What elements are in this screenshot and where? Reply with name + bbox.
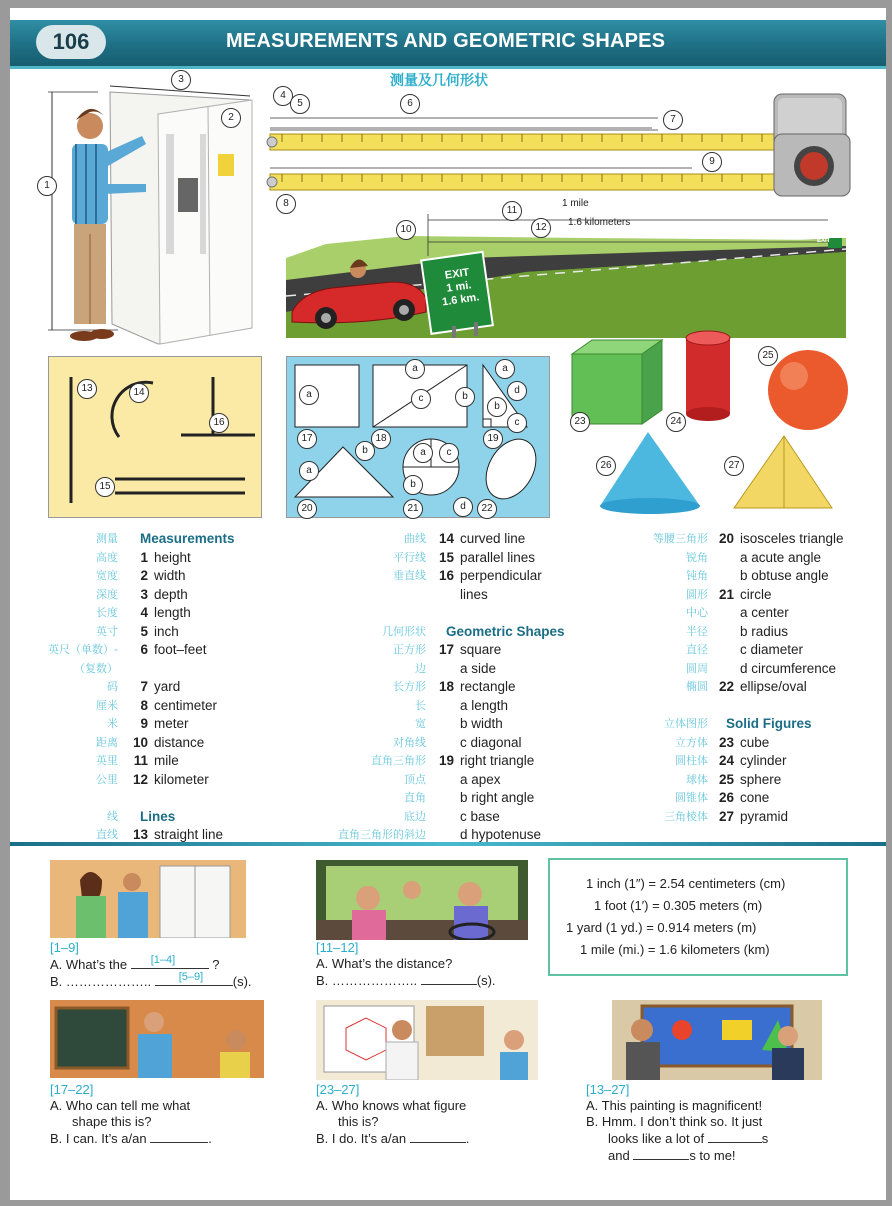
- vocab-chinese: 厘米: [96, 698, 118, 712]
- section-divider: [10, 842, 886, 846]
- vocab-chinese: 米: [107, 717, 118, 730]
- road-illustration: [286, 208, 846, 338]
- vocab-row: [310, 530, 570, 549]
- exercise-1-hint-b: [5–9]: [178, 971, 204, 983]
- vocab-chinese: 深度: [96, 587, 118, 601]
- label-19-apex-a: a: [495, 359, 515, 379]
- vocab-term: right triangle: [460, 753, 535, 768]
- exercise-5-b1: B. Hmm. I don’t think so. It just: [586, 1114, 763, 1129]
- vocab-heading: Geometric Shapes: [446, 623, 565, 639]
- exercise-2-b-suffix: (s).: [476, 973, 496, 988]
- vocab-row: [310, 697, 570, 716]
- page-header: [10, 20, 886, 69]
- vocab-row: [310, 734, 570, 753]
- vocab-term: b width: [460, 716, 503, 731]
- exercise-5-b2-suffix: s: [761, 1131, 769, 1146]
- exercise-5: [586, 1082, 866, 1164]
- vocab-chinese: 圆周: [686, 661, 708, 675]
- callout-20: 20: [297, 499, 317, 519]
- vocab-number: 1: [140, 549, 148, 565]
- callout-12: 12: [531, 218, 551, 238]
- vocab-chinese: 码: [107, 680, 118, 693]
- vocab-number: 13: [132, 827, 148, 842]
- vocab-row: [310, 623, 570, 642]
- vocab-number: 4: [140, 605, 148, 620]
- callout-26: 26: [596, 456, 616, 476]
- vocab-row: [10, 604, 310, 623]
- callout-8: 8: [276, 194, 296, 214]
- vocab-row: [310, 641, 570, 660]
- vocab-term: ellipse/oval: [740, 679, 807, 694]
- vocab-column-1: [10, 530, 310, 845]
- exercise-4-a1: A. Who knows what figure: [316, 1098, 467, 1113]
- vocab-row: [310, 752, 570, 771]
- vocab-number: 18: [438, 679, 454, 694]
- label-18-diagonal-c: c: [411, 389, 431, 409]
- exercise-2: [316, 940, 546, 989]
- vocab-row: [572, 678, 872, 697]
- vocab-chinese: 直角: [404, 791, 426, 804]
- vocab-number: 15: [438, 549, 454, 565]
- vocab-row: [10, 623, 310, 642]
- vocab-row: [572, 715, 872, 734]
- exercise-photo-fridge: [50, 860, 246, 938]
- conversion-foot: 1 foot (1′) = 0.305 meters (m): [594, 898, 763, 913]
- exercise-4-a2: this is?: [338, 1114, 379, 1129]
- vocab-heading: Lines: [140, 808, 176, 824]
- exercise-1-b-prefix: B. ………………..: [50, 974, 155, 989]
- callout-1: 1: [37, 176, 57, 196]
- label-19-right-angle-b: b: [487, 397, 507, 417]
- vocab-chinese: 直角三角形的斜边: [338, 828, 426, 841]
- vocab-term: lines: [460, 586, 488, 602]
- callout-24: 24: [666, 412, 686, 432]
- callout-23: 23: [570, 412, 590, 432]
- vocab-term: c diagonal: [460, 734, 522, 750]
- vocab-row: [10, 752, 310, 771]
- textbook-page: [10, 8, 886, 1200]
- vocab-chinese: 锐角: [686, 550, 708, 564]
- vocab-row: [10, 586, 310, 605]
- vocab-row: [310, 678, 570, 697]
- vocab-term: rectangle: [460, 679, 516, 694]
- vocab-chinese: 英寸: [96, 624, 118, 638]
- vocab-chinese: 顶点: [404, 772, 426, 786]
- label-20-obtuse-b: b: [355, 441, 375, 461]
- vocab-chinese: 长方形: [393, 680, 426, 693]
- page-title: MEASUREMENTS AND GEOMETRIC SHAPES: [226, 30, 666, 52]
- vocab-row: [310, 808, 570, 827]
- exercise-1-blank-a[interactable]: [131, 956, 209, 969]
- exercise-1-a-suffix: ?: [208, 957, 220, 972]
- vocab-chinese: 底边: [404, 809, 426, 823]
- vocab-chinese: 钝角: [686, 569, 708, 582]
- exercise-3-a2: shape this is?: [72, 1114, 152, 1129]
- vocab-chinese: 立方体: [675, 735, 708, 749]
- vocab-chinese: 垂直线: [393, 569, 426, 582]
- vocab-chinese: 长度: [96, 606, 118, 619]
- vocab-number: 12: [132, 771, 148, 787]
- vocab-term: b obtuse angle: [740, 568, 829, 583]
- refrigerator-illustration: [38, 74, 278, 364]
- vocab-chinese: 椭圆: [686, 680, 708, 693]
- vocab-chinese: 三角棱体: [664, 809, 708, 823]
- callout-3: 3: [171, 70, 191, 90]
- vocab-chinese: 高度: [96, 550, 118, 564]
- vocab-number: 16: [438, 568, 454, 583]
- vocab-term: cone: [740, 790, 770, 805]
- exercise-photo-painting: [612, 1000, 822, 1080]
- kilometer-label: 1.6 kilometers: [568, 217, 631, 228]
- vocab-number: 17: [438, 642, 454, 657]
- exit-sign-text: [432, 265, 487, 311]
- vocab-term: b radius: [740, 623, 789, 639]
- vocab-row: [10, 697, 310, 716]
- vocab-chinese: 英尺（单数）-: [48, 643, 118, 656]
- distant-exit-sign: EXIT: [817, 238, 831, 244]
- vocab-term: d circumference: [740, 660, 837, 676]
- vocab-row: [572, 697, 872, 716]
- vocab-number: 10: [132, 734, 148, 750]
- vocab-column-2: [310, 530, 570, 845]
- exercise-4-b: B. I do. It’s a/an: [316, 1131, 410, 1146]
- vocab-chinese: 边: [415, 661, 426, 675]
- vocab-column-3: [572, 530, 872, 826]
- vocab-number: 9: [140, 716, 148, 731]
- vocab-term: a side: [460, 660, 497, 676]
- vocab-chinese: 圆柱体: [675, 754, 708, 767]
- exercise-photo-classroom-2: [316, 1000, 538, 1080]
- vocab-row: [10, 808, 310, 827]
- vocab-row: [572, 808, 872, 827]
- vocab-row: [572, 623, 872, 642]
- vocab-number: 24: [718, 753, 734, 768]
- vocab-chinese: 等腰三角形: [653, 532, 708, 545]
- vocab-row: [10, 734, 310, 753]
- vocab-number: 19: [438, 753, 454, 768]
- vocab-term: foot–feet: [154, 642, 207, 657]
- exercise-1-b-suffix: (s).: [232, 974, 252, 989]
- callout-17: 17: [297, 429, 317, 449]
- exercise-5-b3-prefix: and: [608, 1148, 634, 1163]
- conversion-yard: 1 yard (1 yd.) = 0.914 meters (m): [566, 920, 757, 935]
- vocab-chinese: 圆形: [686, 587, 708, 601]
- exercise-1-hint-a: [1–4]: [150, 954, 176, 966]
- vocab-chinese: 测量: [96, 532, 118, 545]
- vocab-term: d hypotenuse: [460, 827, 542, 842]
- exercise-4: [23–27] A. Who knows what figure this is? B. I do. It’s a/an .: [316, 1082, 556, 1147]
- vocab-row: [310, 586, 570, 605]
- vocab-term: height: [154, 549, 191, 565]
- callout-27: 27: [724, 456, 744, 476]
- vocab-term: square: [460, 642, 502, 657]
- vocab-term: perpendicular: [460, 568, 542, 583]
- vocab-chinese: 线: [107, 809, 118, 823]
- label-21-center-a: a: [413, 443, 433, 463]
- exit-sign-line-3: 1.6 km.: [441, 291, 481, 309]
- vocab-term: a apex: [460, 771, 501, 787]
- vocab-chinese: 英里: [96, 754, 118, 767]
- exercise-photo-car: [316, 860, 528, 940]
- vocab-term: width: [154, 568, 186, 583]
- callout-19: 19: [483, 429, 503, 449]
- vocab-term: b right angle: [460, 790, 535, 805]
- callout-14: 14: [129, 383, 149, 403]
- vocab-number: 20: [718, 531, 734, 546]
- vocab-row: [310, 771, 570, 790]
- vocab-row: [10, 678, 310, 697]
- vocab-number: 21: [718, 586, 734, 602]
- lines-panel: [48, 356, 262, 518]
- label-18-width-b: b: [455, 387, 475, 407]
- vocab-row: [572, 660, 872, 679]
- vocab-row: [572, 567, 872, 586]
- exercise-5-a: A. This painting is magnificent!: [586, 1098, 763, 1113]
- callout-13: 13: [77, 379, 97, 399]
- vocab-chinese: 圆锥体: [675, 791, 708, 804]
- vocab-row: [572, 530, 872, 549]
- vocab-row: [10, 789, 310, 808]
- vocab-row: [310, 604, 570, 623]
- vocab-row: [310, 549, 570, 568]
- exercise-1-blank-b[interactable]: [155, 973, 233, 986]
- exercise-4-ref: [23–27]: [316, 1082, 360, 1097]
- label-17-side-a: a: [299, 385, 319, 405]
- callout-6: 6: [400, 94, 420, 114]
- vocab-row: [10, 641, 310, 660]
- exercise-2-a: A. What’s the distance?: [316, 956, 453, 971]
- vocab-term: c base: [460, 808, 500, 824]
- vocab-chinese: 宽度: [96, 569, 118, 582]
- exercise-1-ref: [1–9]: [50, 940, 79, 955]
- vocab-number: 8: [140, 697, 148, 713]
- exercise-5-ref: [13–27]: [586, 1082, 630, 1097]
- conversion-mile: 1 mile (mi.) = 1.6 kilometers (km): [580, 942, 770, 957]
- vocab-chinese: 直径: [686, 643, 708, 656]
- vocab-term: straight line: [154, 827, 224, 842]
- callout-21: 21: [403, 499, 423, 519]
- conversion-inch: 1 inch (1″) = 2.54 centimeters (cm): [586, 876, 786, 891]
- label-18-length-a: a: [405, 359, 425, 379]
- label-20-acute-a: a: [299, 461, 319, 481]
- vocab-row: [572, 771, 872, 790]
- vocab-term: cube: [740, 734, 770, 750]
- vocab-number: 6: [140, 642, 148, 657]
- vocab-term: distance: [154, 734, 205, 750]
- page-number: 106: [36, 25, 106, 59]
- exercise-5-blank-1[interactable]: [708, 1130, 762, 1143]
- vocab-term: cylinder: [740, 753, 787, 768]
- vocab-row: [310, 715, 570, 734]
- vocab-row: [10, 567, 310, 586]
- vocab-number: 22: [718, 679, 734, 694]
- vocab-number: 2: [140, 568, 148, 583]
- vocab-row: [310, 660, 570, 679]
- vocab-row: [572, 734, 872, 753]
- vocab-term: a center: [740, 605, 789, 620]
- vocab-term: yard: [154, 679, 181, 694]
- vocab-heading: Solid Figures: [726, 716, 812, 731]
- label-21-circumference-d: d: [453, 497, 473, 517]
- vocab-number: 23: [718, 734, 734, 750]
- vocab-row: [10, 549, 310, 568]
- vocab-term: mile: [154, 753, 179, 768]
- label-19-base-c: c: [507, 413, 527, 433]
- vocab-term: parallel lines: [460, 549, 536, 565]
- exercise-3-blank[interactable]: [150, 1130, 208, 1143]
- vocab-chinese: 长: [415, 698, 426, 712]
- exercise-4-blank[interactable]: [410, 1130, 466, 1143]
- callout-10: 10: [396, 220, 416, 240]
- vocab-row: [572, 789, 872, 808]
- vocab-heading: Measurements: [140, 531, 235, 546]
- mile-label: 1 mile: [562, 198, 589, 209]
- vocab-chinese: 中心: [686, 606, 708, 619]
- page-subtitle-zh: 测量及几何形状: [390, 73, 488, 89]
- callout-18: 18: [371, 429, 391, 449]
- vocab-number: 3: [140, 586, 148, 602]
- vocab-chinese: 直角三角形: [371, 754, 426, 767]
- label-19-hypotenuse-d: d: [507, 381, 527, 401]
- vocab-term: kilometer: [154, 771, 209, 787]
- vocab-chinese: 距离: [96, 735, 118, 749]
- vocab-number: 7: [140, 679, 148, 694]
- vocab-row: [572, 604, 872, 623]
- vocab-row: [310, 789, 570, 808]
- exit-sign-line-2: 1 mi.: [445, 279, 473, 295]
- exercise-2-blank[interactable]: [421, 972, 477, 985]
- solid-figures-drawing: [566, 326, 862, 522]
- vocab-chinese: 宽: [415, 717, 426, 730]
- vocab-term: inch: [154, 623, 179, 639]
- vocab-term: pyramid: [740, 808, 789, 824]
- exercise-5-b2: looks like a lot of: [608, 1131, 708, 1146]
- vocab-term: isosceles triangle: [740, 531, 844, 546]
- callout-9: 9: [702, 152, 722, 172]
- vocab-number: 14: [438, 531, 454, 546]
- vocab-term: a length: [460, 697, 509, 713]
- exercise-3-a1: A. Who can tell me what: [50, 1098, 191, 1113]
- vocab-row: [10, 530, 310, 549]
- vocab-row: [10, 715, 310, 734]
- exercise-2-b-prefix: B. ………………..: [316, 973, 421, 988]
- vocab-chinese: 几何形状: [382, 624, 426, 638]
- vocab-row: [572, 549, 872, 568]
- vocab-chinese: 曲线: [404, 532, 426, 545]
- vocab-term: length: [154, 605, 191, 620]
- vocab-term: centimeter: [154, 697, 218, 713]
- vocab-row: [10, 660, 310, 679]
- vocab-number: 25: [718, 771, 734, 787]
- callout-7: 7: [663, 110, 683, 130]
- vocab-chinese: 球体: [686, 772, 708, 786]
- exercise-3: [17–22] A. Who can tell me what shape this is? B. I can. It’s a/an .: [50, 1082, 300, 1147]
- vocab-number: 11: [133, 753, 148, 768]
- exercise-1: [50, 940, 310, 990]
- vocab-term: meter: [154, 716, 189, 731]
- exercise-5-b3-suffix: s to me!: [689, 1148, 736, 1163]
- callout-2: 2: [221, 108, 241, 128]
- exercise-photo-classroom-1: [50, 1000, 264, 1078]
- geometric-shapes-panel: [286, 356, 550, 518]
- exercise-5-blank-2[interactable]: [633, 1147, 689, 1160]
- vocab-row: [10, 771, 310, 790]
- exit-sign-line-1: EXIT: [444, 266, 471, 282]
- callout-15: 15: [95, 477, 115, 497]
- vocab-number: 26: [718, 790, 734, 805]
- vocab-chinese: 直线: [96, 828, 118, 841]
- vocab-chinese: （复数）: [74, 661, 118, 675]
- vocab-row: [572, 752, 872, 771]
- vocab-row: [310, 567, 570, 586]
- vocab-term: depth: [154, 586, 188, 602]
- vocab-number: 5: [140, 623, 148, 639]
- callout-11: 11: [502, 201, 522, 221]
- vocab-term: a acute angle: [740, 549, 822, 565]
- vocab-row: [572, 641, 872, 660]
- vocab-term: sphere: [740, 771, 782, 787]
- callout-16: 16: [209, 413, 229, 433]
- vocab-chinese: 公里: [96, 772, 118, 786]
- exercise-3-ref: [17–22]: [50, 1082, 94, 1097]
- vocab-row: [572, 586, 872, 605]
- exercise-3-b: B. I can. It’s a/an: [50, 1131, 151, 1146]
- vocab-chinese: 对角线: [393, 735, 426, 749]
- vocab-term: curved line: [460, 531, 526, 546]
- exercise-1-a-prefix: A. What’s the: [50, 957, 131, 972]
- vocab-chinese: 正方形: [393, 643, 426, 656]
- vocab-term: c diameter: [740, 642, 804, 657]
- vocab-chinese: 半径: [686, 624, 708, 638]
- vocab-chinese: 立体图形: [664, 717, 708, 730]
- label-21-radius-c: c: [439, 443, 459, 463]
- vocab-number: 27: [718, 808, 734, 824]
- label-21-diameter-b: b: [403, 475, 423, 495]
- vocab-chinese: 平行线: [393, 550, 426, 564]
- callout-4: 4: [273, 86, 293, 106]
- exercise-2-ref: [11–12]: [316, 940, 359, 955]
- callout-25: 25: [758, 346, 778, 366]
- callout-5: 5: [290, 94, 310, 114]
- vocab-term: circle: [740, 586, 772, 602]
- callout-22: 22: [477, 499, 497, 519]
